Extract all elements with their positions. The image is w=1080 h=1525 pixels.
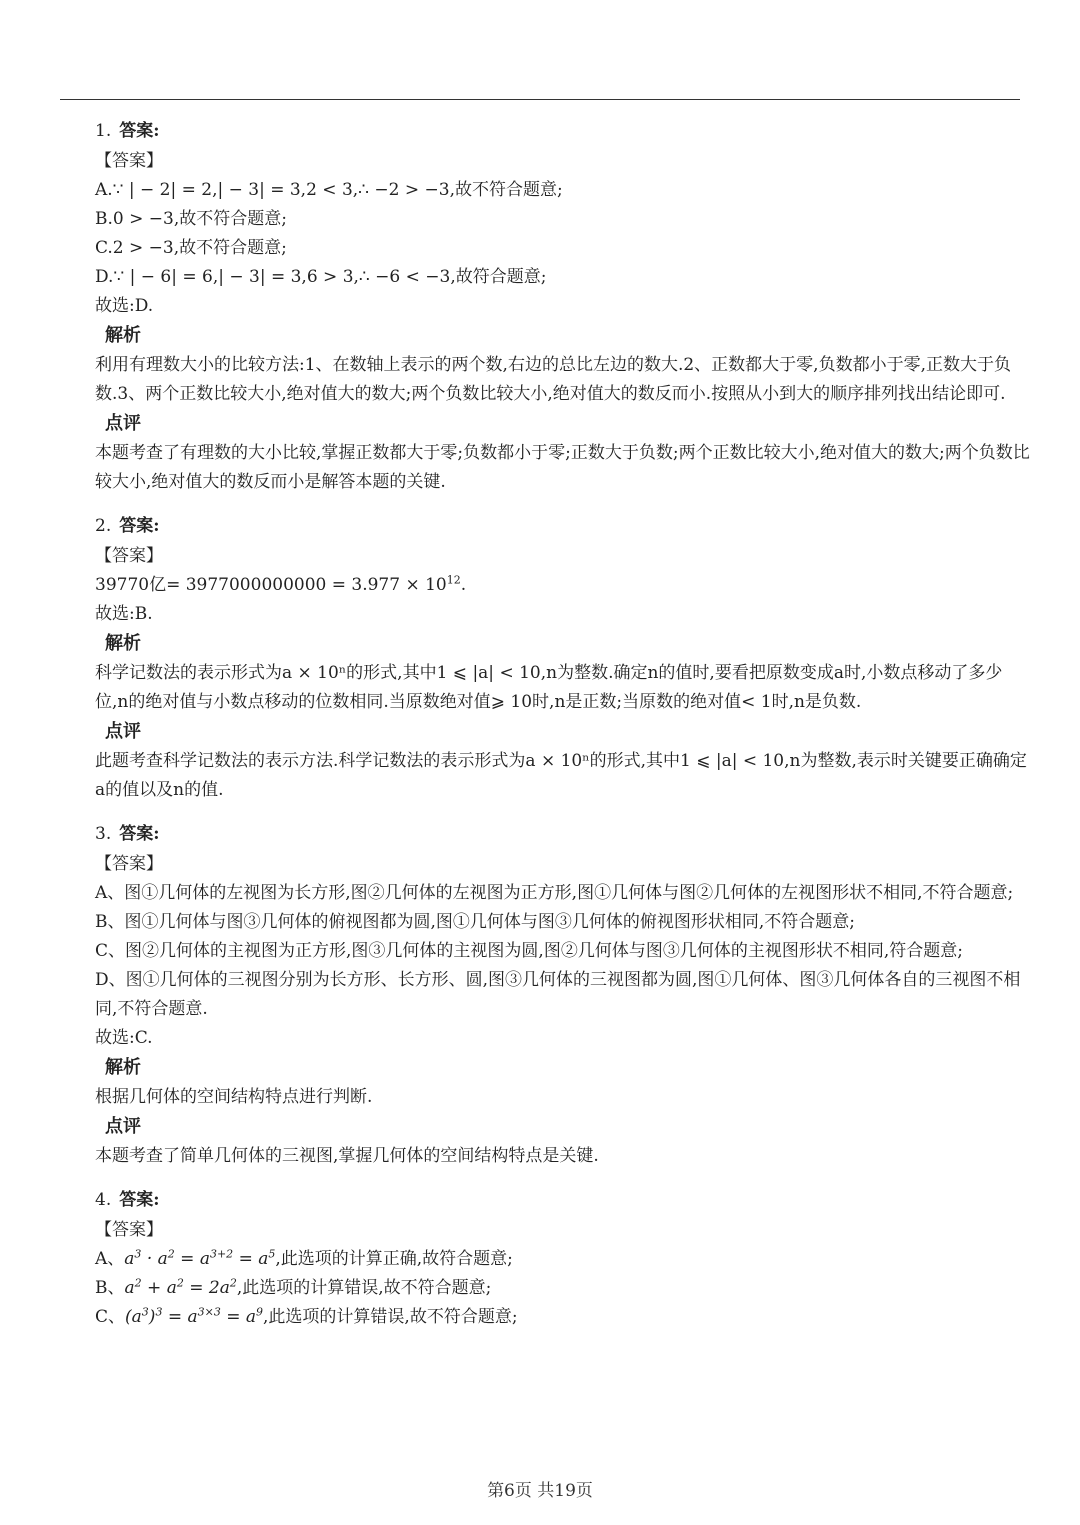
answer-line: [95, 571, 1030, 600]
answer-line: D.∵ | − 6| = 6,| − 3| = 3,6 > 3,∴ −6 < −3,故符合题意;: [95, 267, 547, 287]
question-number: 2.: [95, 516, 112, 536]
question-1: [95, 116, 1030, 497]
answer-line: 故选:D.: [95, 296, 154, 316]
answer-line: C.2 > −3,故不符合题意;: [95, 238, 287, 258]
period: .: [460, 575, 467, 595]
answer-tag: 【答案】: [95, 546, 163, 566]
answer-title: 答案:: [119, 516, 160, 536]
comment-title: 点评: [105, 413, 141, 434]
analysis-text: 利用有理数大小的比较方法:1、在数轴上表示的两个数,右边的总比左边的数大.2、正数都大于零,负数都小于零,正数大于负数.3、两个正数比较大小,绝对值大的数大;两个负数比较大小,绝对值大的数反而小.按照从小到大的顺序排列找出结论即可.: [95, 355, 1011, 404]
question-3: [95, 819, 1030, 1171]
math-expression: $a^3 \cdot a^2 = a^{3+2} = a^5$: [124, 1247, 276, 1269]
answer-line: 故选:B.: [95, 604, 153, 624]
page-footer: 第6页 共19页: [487, 1481, 593, 1501]
analysis-title: 解析: [105, 325, 141, 346]
answer-line: C、图②几何体的主视图为正方形,图③几何体的主视图为圆,图②几何体与图③几何体的主视图形状不相同,符合题意;: [95, 941, 963, 961]
exponent: 12: [446, 573, 461, 587]
math-expression: $a^2 + a^2 = 2a^2$: [124, 1276, 237, 1298]
math-expression: $(a^3)^3 = a^{3\times 3} = a^9$: [125, 1305, 264, 1327]
question-number: 3.: [95, 824, 112, 844]
answer-line: B.0 > −3,故不符合题意;: [95, 209, 287, 229]
analysis-text: 科学记数法的表示形式为a × 10ⁿ的形式,其中1 ⩽ |a| < 10,n为整数.确定n的值时,要看把原数变成a时,小数点移动了多少位,n的绝对值与小数点移动的位数相同.当原数绝对值⩾ 10时,n是正数;当原数的绝对值< 1时,n是负数.: [95, 663, 1003, 712]
question-header: [95, 1185, 1030, 1216]
question-4: [95, 1185, 1030, 1332]
option-label: C、: [95, 1307, 126, 1327]
answer-tag: 【答案】: [95, 151, 163, 171]
option-text: ,此选项的计算错误,故不符合题意;: [236, 1278, 492, 1298]
analysis-title: 解析: [105, 633, 141, 654]
answer-line: [95, 1303, 1030, 1332]
analysis-title: 解析: [105, 1057, 141, 1078]
answer-line: 故选:C.: [95, 1028, 153, 1048]
comment-text: 此题考查科学记数法的表示方法.科学记数法的表示形式为a × 10ⁿ的形式,其中1 ⩽ |a| < 10,n为整数,表示时关键要正确确定a的值以及n的值.: [95, 751, 1027, 800]
comment-text: 本题考查了简单几何体的三视图,掌握几何体的空间结构特点是关键.: [95, 1146, 599, 1166]
question-2: [95, 511, 1030, 805]
question-header: [95, 116, 1030, 147]
comment-title: 点评: [105, 721, 141, 742]
answer-line: [95, 1274, 1030, 1303]
header-rule: [60, 99, 1020, 100]
question-header: [95, 511, 1030, 542]
answer-title: 答案:: [119, 121, 160, 141]
answer-title: 答案:: [119, 1190, 160, 1210]
question-header: [95, 819, 1030, 850]
answer-tag: 【答案】: [95, 1220, 163, 1240]
option-text: ,此选项的计算错误,故不符合题意;: [263, 1307, 518, 1327]
answer-line: D、图①几何体的三视图分别为长方形、长方形、圆,图③几何体的三视图都为圆,图①几何体、图③几何体各自的三视图不相同,不符合题意.: [95, 970, 1021, 1019]
comment-text: 本题考查了有理数的大小比较,掌握正数都大于零;负数都小于零;正数大于负数;两个正数比较大小,绝对值大的数大;两个负数比较大小,绝对值大的数反而小是解答本题的关键.: [95, 443, 1030, 492]
option-text: ,此选项的计算正确,故符合题意;: [275, 1249, 513, 1269]
answer-tag: 【答案】: [95, 854, 163, 874]
question-number: 4.: [95, 1190, 112, 1210]
option-label: B、: [95, 1278, 125, 1298]
option-label: A、: [95, 1249, 125, 1269]
comment-title: 点评: [105, 1116, 141, 1137]
scientific-value: 39770亿= 3977000000000 = 3.977 × 10: [95, 575, 447, 595]
answer-line: B、图①几何体与图③几何体的俯视图都为圆,图①几何体与图③几何体的俯视图形状相同,不符合题意;: [95, 912, 856, 932]
analysis-text: 根据几何体的空间结构特点进行判断.: [95, 1087, 373, 1107]
question-number: 1.: [95, 121, 112, 141]
answer-line: A、图①几何体的左视图为长方形,图②几何体的左视图为正方形,图①几何体与图②几何体的左视图形状不相同,不符合题意;: [95, 883, 1014, 903]
answer-line: [95, 1245, 1030, 1274]
answer-line: A.∵ | − 2| = 2,| − 3| = 3,2 < 3,∴ −2 > −3,故不符合题意;: [95, 180, 563, 200]
answer-title: 答案:: [119, 824, 160, 844]
answer-content: [95, 116, 1030, 1346]
